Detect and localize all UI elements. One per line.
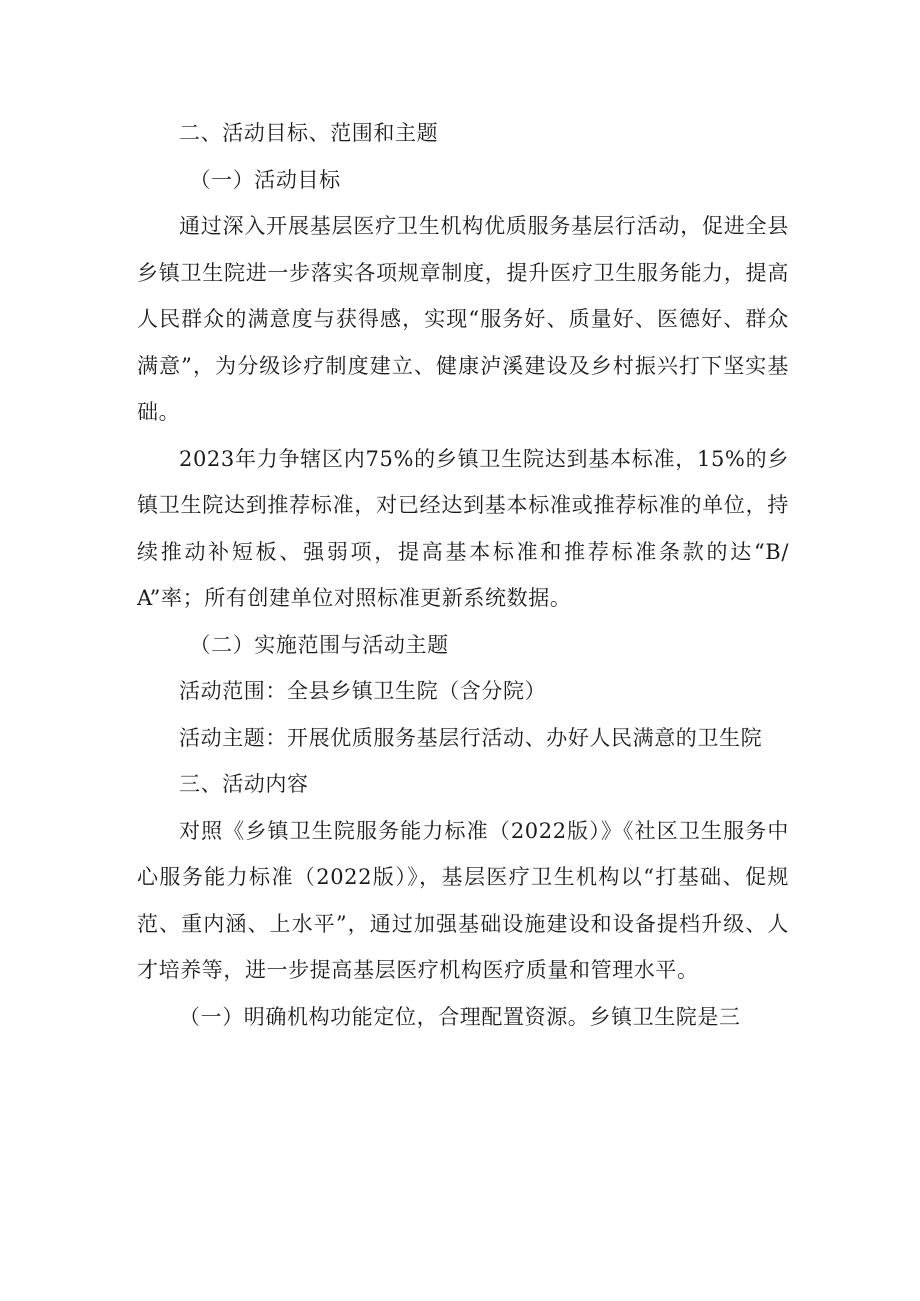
paragraph-theme: 活动主题：开展优质服务基层行活动、办好人民满意的卫生院 — [179, 725, 763, 750]
subsection-heading-scope-theme: （二）实施范围与活动主题 — [189, 632, 449, 657]
section-heading-3: 三、活动内容 — [179, 772, 309, 796]
section-heading-2: 二、活动目标、范围和主题 — [179, 121, 439, 145]
paragraph-function-positioning: （一）明确机构功能定位，合理配置资源。乡镇卫生院是三 — [179, 1004, 741, 1029]
paragraph-goals: 通过深入开展基层医疗卫生机构优质服务基层行活动，促进全县乡镇卫生院进一步落实各项规章制度，提升医疗卫生服务能力，提高人民群众的满意度与获得感，实现“服务好、质量好、医德好、群众满意”，为分级诊疗制度建立、健康泸溪建设及乡村振兴打下坚实基础。 — [137, 214, 789, 424]
paragraph-targets-2023: 2023年力争辖区内75%的乡镇卫生院达到基本标准，15%的乡镇卫生院达到推荐标准，对已经达到基本标准或推荐标准的单位，持续推动补短板、强弱项，提高基本标准和推荐标准条款的达“B/A”率；所有创建单位对照标准更新系统数据。 — [137, 446, 789, 610]
paragraph-scope: 活动范围：全县乡镇卫生院（含分院） — [179, 679, 547, 703]
paragraph-content: 对照《乡镇卫生院服务能力标准（2022版）》《社区卫生服务中心服务能力标准（2022版）》，基层医疗卫生机构以“打基础、促规范、重内涵、上水平”，通过加强基础设施建设和设备提档升级、人才培养等，进一步提高基层医疗机构医疗质量和管理水平。 — [137, 818, 789, 982]
subsection-heading-goals: （一）活动目标 — [189, 167, 341, 192]
document-page — [137, 110, 789, 1040]
